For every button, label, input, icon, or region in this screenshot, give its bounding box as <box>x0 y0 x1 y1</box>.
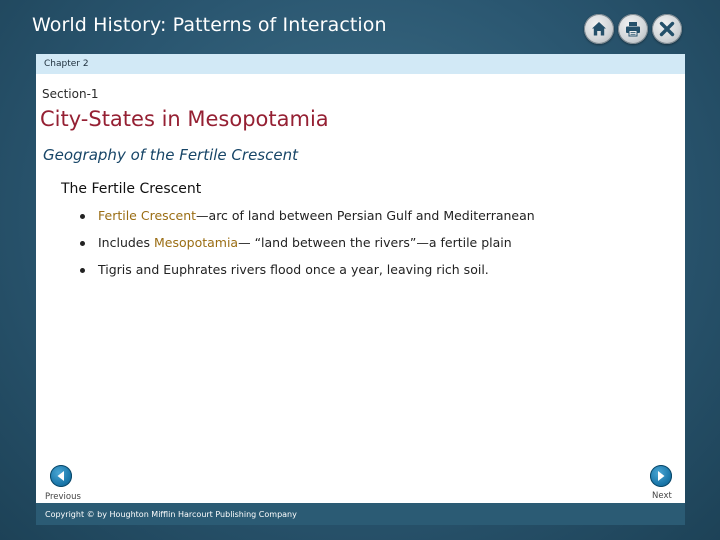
bullet-dot <box>80 241 85 246</box>
next-arrow-icon <box>650 465 672 487</box>
close-icon <box>658 20 676 38</box>
home-icon <box>590 20 608 38</box>
chapter-bar <box>36 54 685 74</box>
highlight-term: Fertile Crescent <box>98 208 197 223</box>
subtitle: Geography of the Fertile Crescent <box>43 146 298 164</box>
bullet-text: —arc of land between Persian Gulf and Mediterranean <box>196 208 535 223</box>
bullet-text: Tigris and Euphrates rivers flood once a year, leaving rich soil. <box>98 262 489 277</box>
app-title: World History: Patterns of Interaction <box>32 14 387 36</box>
close-button[interactable] <box>652 14 682 44</box>
bullet-text: — “land between the rivers”—a fertile plain <box>238 235 512 250</box>
print-icon <box>624 20 642 38</box>
section-label: Section-1 <box>42 87 99 101</box>
previous-button[interactable] <box>50 465 72 487</box>
bullet-dot <box>80 268 85 273</box>
footer-bar <box>36 503 685 525</box>
page-title: City-States in Mesopotamia <box>40 107 329 131</box>
bullet-dot <box>80 214 85 219</box>
slide-panel <box>36 54 685 503</box>
topic-heading: The Fertile Crescent <box>61 181 202 197</box>
bullet-prefix: Includes <box>98 235 154 250</box>
next-label[interactable]: Next <box>652 491 672 501</box>
chapter-label: Chapter 2 <box>44 59 89 69</box>
highlight-term: Mesopotamia <box>154 235 239 250</box>
previous-label[interactable]: Previous <box>45 492 81 502</box>
print-button[interactable] <box>618 14 648 44</box>
previous-arrow-icon <box>50 465 72 487</box>
next-button[interactable] <box>650 465 672 487</box>
copyright-text: Copyright © by Houghton Mifflin Harcourt Publishing Company <box>45 510 297 519</box>
toolbar <box>584 14 682 44</box>
home-button[interactable] <box>584 14 614 44</box>
